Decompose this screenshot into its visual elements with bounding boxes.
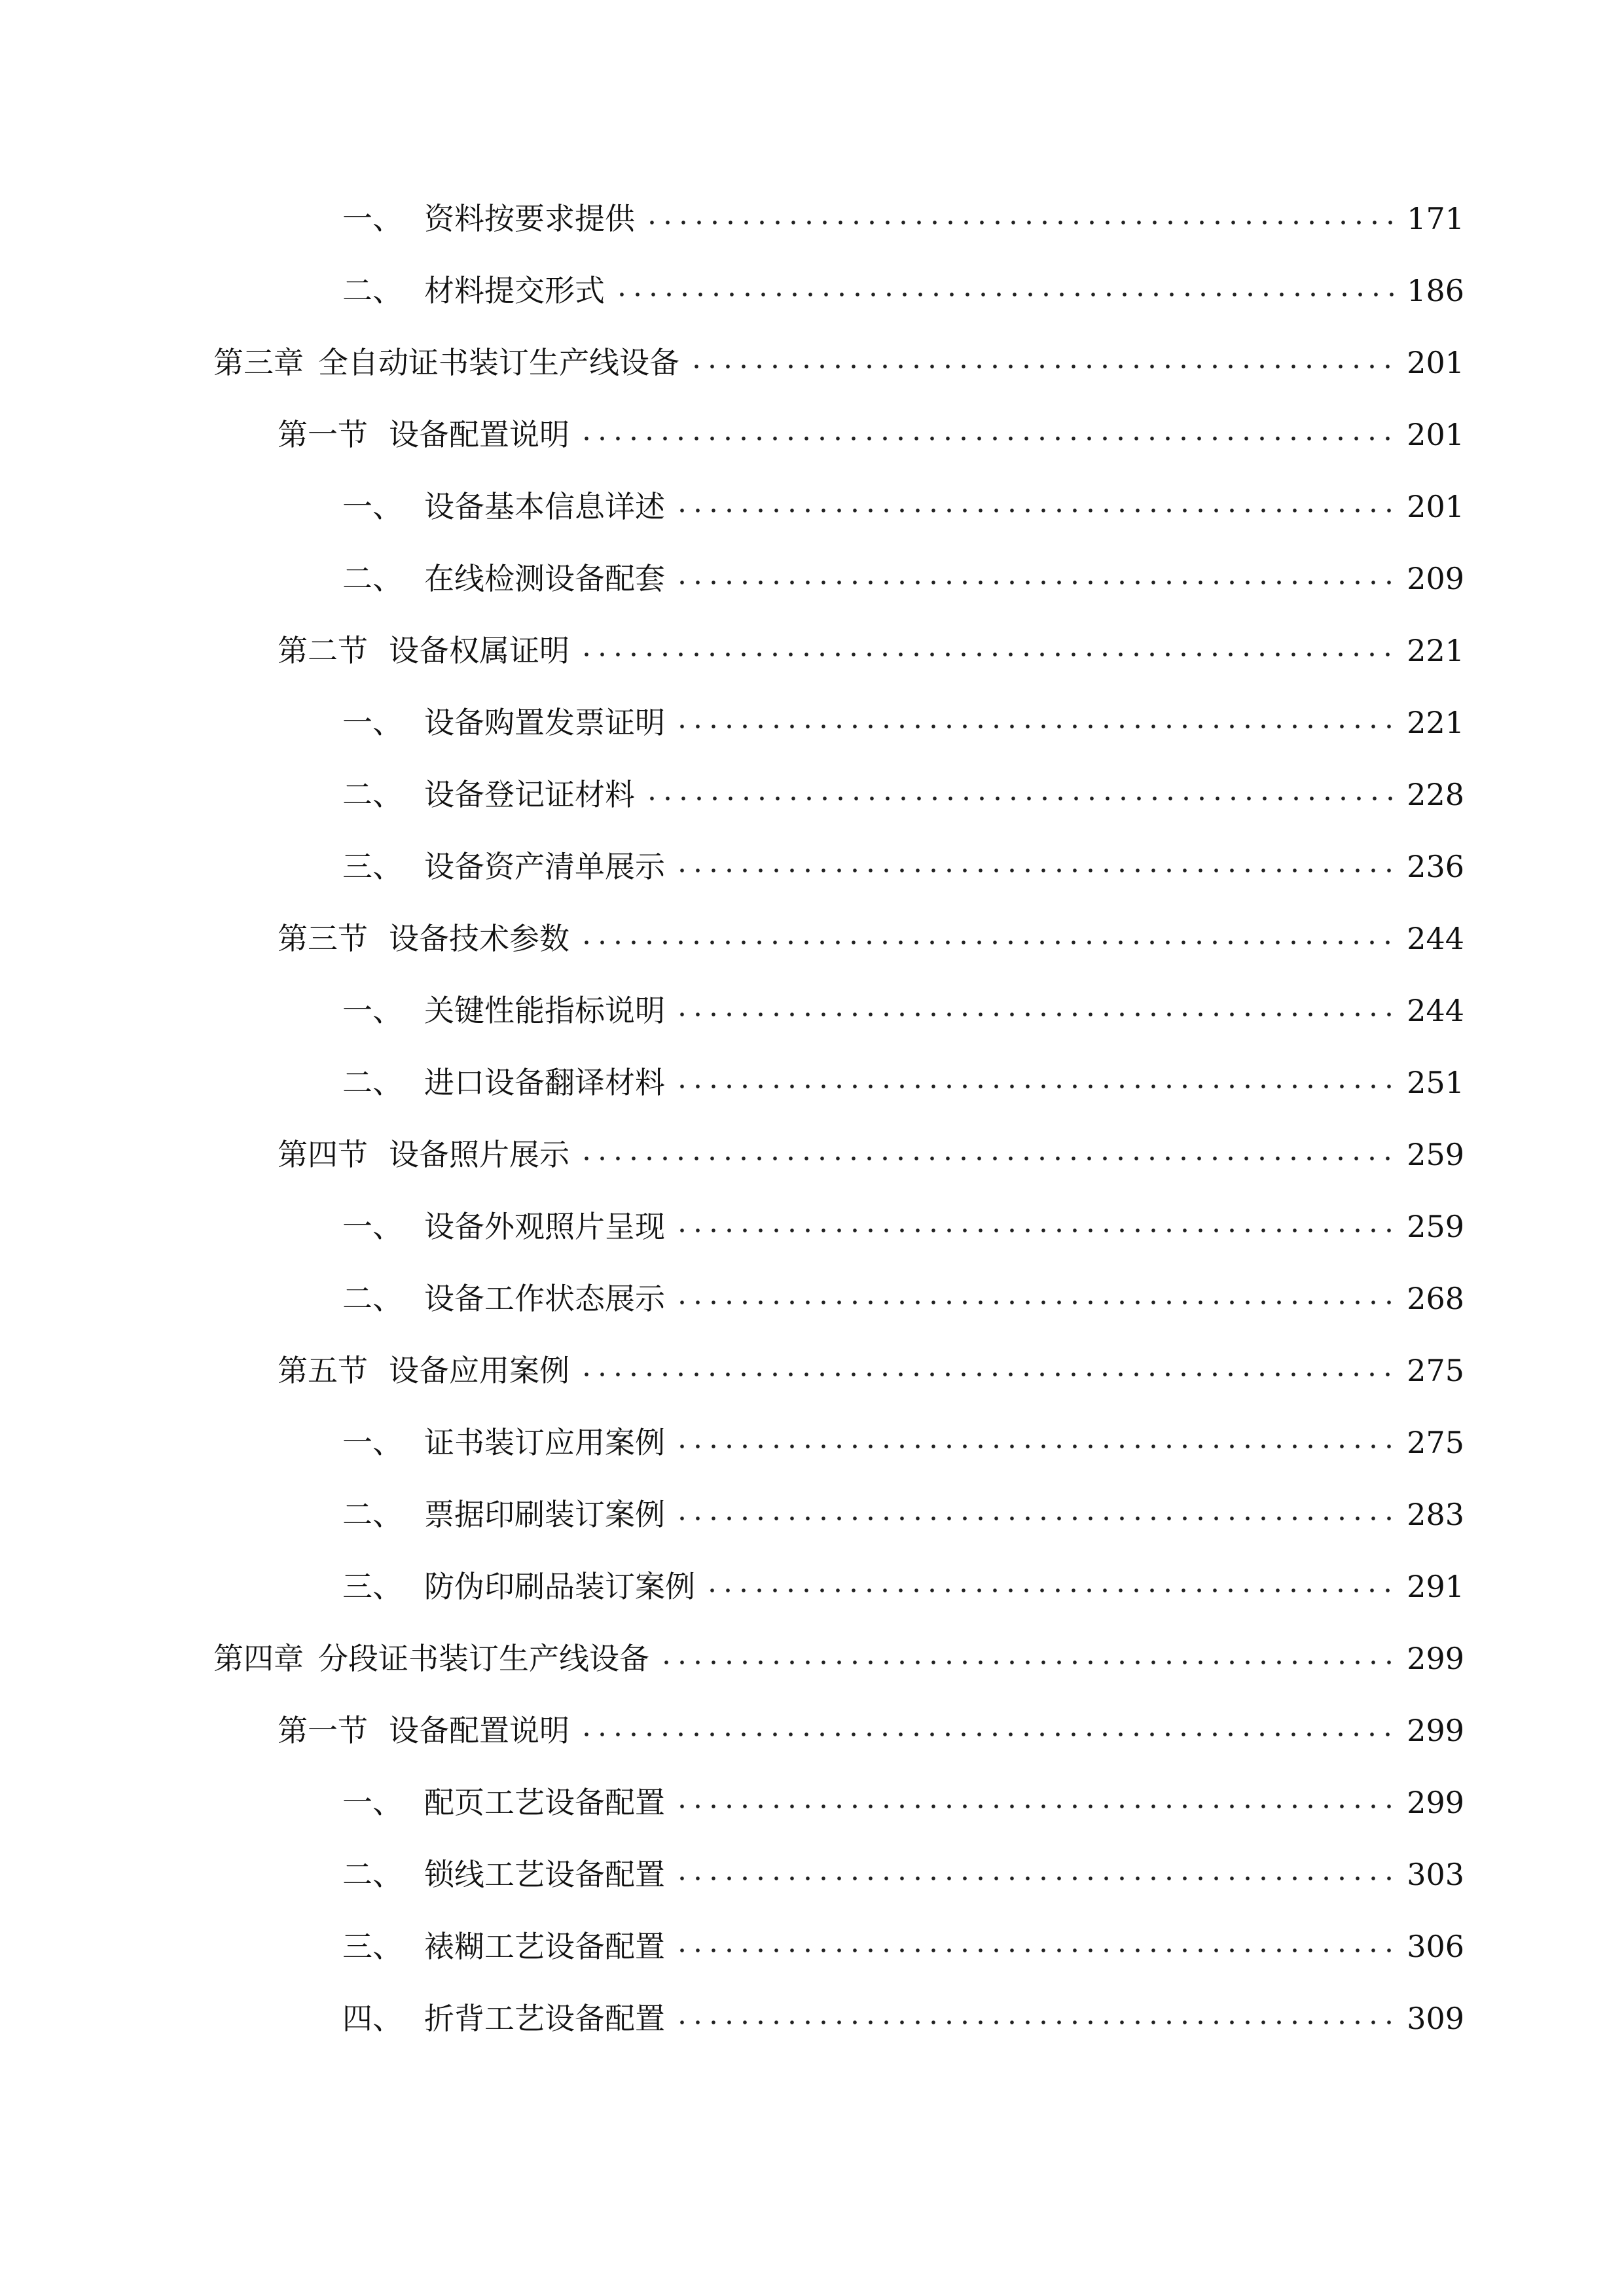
toc-entry-section[interactable]: [278, 1125, 1464, 1184]
entry-label: 一、: [342, 1209, 403, 1244]
entry-title: 设备基本信息详述: [424, 489, 665, 524]
toc-entry-section[interactable]: [278, 1341, 1464, 1400]
dot-leader: [674, 1804, 1396, 1809]
toc-entry-section[interactable]: [278, 1701, 1464, 1760]
entry-title: 全自动证书装订生产线设备: [318, 345, 679, 380]
toc-entry[interactable]: [342, 1053, 1464, 1112]
entry-page-number: 306: [1407, 1929, 1464, 1964]
entry-page-number: 309: [1407, 2001, 1464, 2036]
entry-label: 第四章: [213, 1641, 304, 1676]
entry-label: 二、: [342, 1857, 403, 1892]
toc-entry[interactable]: [342, 549, 1464, 608]
dot-leader: [704, 1588, 1396, 1593]
entry-title: 折背工艺设备配置: [424, 2001, 665, 2036]
toc-entry-section[interactable]: [278, 405, 1464, 464]
dot-leader: [579, 652, 1396, 657]
toc-entry-chapter[interactable]: [213, 333, 1464, 392]
entry-label: 三、: [342, 849, 403, 884]
entry-title: 设备外观照片呈现: [424, 1209, 665, 1244]
entry-label: 第三章: [213, 345, 304, 380]
dot-leader: [674, 2020, 1396, 2025]
entry-label: 三、: [342, 1929, 403, 1964]
dot-leader: [674, 724, 1396, 729]
entry-page-number: 299: [1407, 1641, 1464, 1676]
entry-title: 设备技术参数: [389, 921, 569, 956]
entry-title: 设备应用案例: [389, 1353, 569, 1388]
entry-title: 分段证书装订生产线设备: [318, 1641, 649, 1676]
dot-leader: [674, 1300, 1396, 1305]
dot-leader: [674, 1228, 1396, 1233]
dot-leader: [674, 1948, 1396, 1953]
entry-page-number: 259: [1407, 1209, 1464, 1244]
entry-label: 二、: [342, 561, 403, 596]
dot-leader: [674, 868, 1396, 873]
entry-title: 锁线工艺设备配置: [424, 1857, 665, 1892]
entry-label: 第一节: [278, 1713, 368, 1748]
dot-leader: [674, 1012, 1396, 1017]
entry-page-number: 171: [1407, 201, 1464, 236]
entry-page-number: 236: [1407, 849, 1464, 884]
entry-page-number: 251: [1407, 1065, 1464, 1100]
entry-page-number: 221: [1407, 633, 1464, 668]
entry-title: 设备购置发票证明: [424, 705, 665, 740]
entry-label: 第一节: [278, 417, 368, 452]
entry-label: 一、: [342, 489, 403, 524]
toc-entry[interactable]: [342, 693, 1464, 752]
entry-page-number: 201: [1407, 345, 1464, 380]
toc-entry[interactable]: [342, 477, 1464, 536]
entry-title: 设备照片展示: [389, 1137, 569, 1172]
toc-entry[interactable]: [342, 189, 1464, 248]
toc-entry[interactable]: [342, 981, 1464, 1040]
dot-leader: [674, 580, 1396, 585]
dot-leader: [674, 1516, 1396, 1521]
entry-label: 一、: [342, 705, 403, 740]
entry-page-number: 259: [1407, 1137, 1464, 1172]
toc-entry[interactable]: [342, 1557, 1464, 1616]
dot-leader: [579, 436, 1396, 441]
entry-title: 设备登记证材料: [424, 777, 635, 812]
entry-title: 设备配置说明: [389, 417, 569, 452]
entry-page-number: 201: [1407, 417, 1464, 452]
entry-page-number: 228: [1407, 777, 1464, 812]
entry-label: 一、: [342, 1425, 403, 1460]
dot-leader: [579, 940, 1396, 945]
toc-entry[interactable]: [342, 1269, 1464, 1328]
toc-entry[interactable]: [342, 1845, 1464, 1904]
entry-page-number: 244: [1407, 993, 1464, 1028]
entry-page-number: 283: [1407, 1497, 1464, 1532]
toc-entry[interactable]: [342, 1197, 1464, 1256]
entry-title: 票据印刷装订案例: [424, 1497, 665, 1532]
entry-page-number: 303: [1407, 1857, 1464, 1892]
entry-label: 二、: [342, 273, 403, 308]
dot-leader: [674, 1444, 1396, 1449]
entry-title: 设备资产清单展示: [424, 849, 665, 884]
toc-entry[interactable]: [342, 1917, 1464, 1976]
entry-title: 配页工艺设备配置: [424, 1785, 665, 1820]
entry-label: 四、: [342, 2001, 403, 2036]
entry-label: 第五节: [278, 1353, 368, 1388]
dot-leader: [644, 220, 1396, 225]
dot-leader: [579, 1156, 1396, 1161]
entry-page-number: 201: [1407, 489, 1464, 524]
dot-leader: [674, 1084, 1396, 1089]
toc-entry[interactable]: [342, 1413, 1464, 1472]
entry-label: 第三节: [278, 921, 368, 956]
toc-entry-section[interactable]: [278, 909, 1464, 968]
entry-title: 证书装订应用案例: [424, 1425, 665, 1460]
dot-leader: [579, 1732, 1396, 1737]
dot-leader: [644, 796, 1396, 801]
toc-entry-section[interactable]: [278, 621, 1464, 680]
entry-page-number: 221: [1407, 705, 1464, 740]
entry-page-number: 186: [1407, 273, 1464, 308]
entry-title: 资料按要求提供: [424, 201, 635, 236]
toc-entry[interactable]: [342, 1773, 1464, 1832]
entry-page-number: 268: [1407, 1281, 1464, 1316]
entry-label: 三、: [342, 1569, 403, 1604]
entry-label: 一、: [342, 993, 403, 1028]
entry-page-number: 275: [1407, 1353, 1464, 1388]
entry-title: 在线检测设备配套: [424, 561, 665, 596]
entry-label: 一、: [342, 201, 403, 236]
entry-title: 进口设备翻译材料: [424, 1065, 665, 1100]
entry-label: 第二节: [278, 633, 368, 668]
dot-leader: [614, 292, 1396, 297]
entry-label: 二、: [342, 1281, 403, 1316]
entry-title: 关键性能指标说明: [424, 993, 665, 1028]
dot-leader: [689, 364, 1396, 369]
toc-entry[interactable]: [342, 1485, 1464, 1544]
entry-label: 二、: [342, 1065, 403, 1100]
toc-entry[interactable]: [342, 1989, 1464, 2048]
entry-label: 二、: [342, 777, 403, 812]
entry-page-number: 275: [1407, 1425, 1464, 1460]
dot-leader: [674, 508, 1396, 513]
toc-entry[interactable]: [342, 837, 1464, 896]
toc-entry-chapter[interactable]: [213, 1629, 1464, 1688]
entry-page-number: 299: [1407, 1713, 1464, 1748]
toc-entry[interactable]: [342, 765, 1464, 824]
entry-page-number: 244: [1407, 921, 1464, 956]
entry-title: 防伪印刷品装订案例: [424, 1569, 695, 1604]
entry-label: 二、: [342, 1497, 403, 1532]
dot-leader: [674, 1876, 1396, 1881]
entry-title: 设备权属证明: [389, 633, 569, 668]
entry-label: 第四节: [278, 1137, 368, 1172]
entry-page-number: 299: [1407, 1785, 1464, 1820]
toc-entry[interactable]: [342, 261, 1464, 320]
entry-page-number: 291: [1407, 1569, 1464, 1604]
entry-title: 设备配置说明: [389, 1713, 569, 1748]
entry-title: 材料提交形式: [424, 273, 605, 308]
entry-title: 设备工作状态展示: [424, 1281, 665, 1316]
dot-leader: [659, 1660, 1396, 1665]
entry-page-number: 209: [1407, 561, 1464, 596]
entry-label: 一、: [342, 1785, 403, 1820]
dot-leader: [579, 1372, 1396, 1377]
entry-title: 裱糊工艺设备配置: [424, 1929, 665, 1964]
